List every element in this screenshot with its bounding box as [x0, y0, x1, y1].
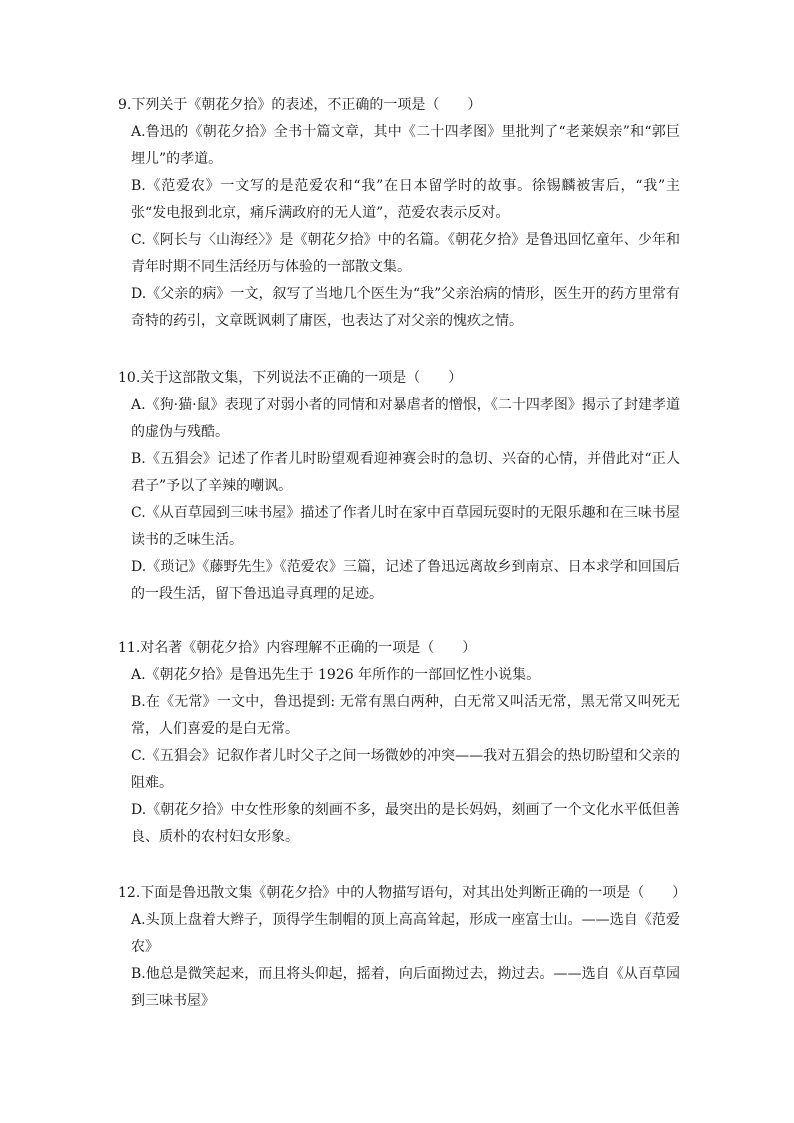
question-stem: 12.下面是鲁迅散文集《朝花夕拾》中的人物描写语句，对其出处判断正确的一项是（ ）	[118, 885, 687, 901]
question-stem: 10.关于这部散文集，下列说法不正确的一项是（ ）	[118, 370, 463, 386]
question-stem: 11.对名著《朝花夕拾》内容理解不正确的一项是（ ）	[118, 640, 477, 656]
option-b: B.《范爱农》一文写的是范爱农和“我”在日本留学时的故事。徐锡麟被害后，“我”主张“发电报到北京，痛斥满政府的无人道”，范爱农表示反对。	[131, 178, 680, 221]
option-b: B.在《无常》一文中，鲁迅提到: 无常有黑白两种，白无常又叫活无常，黑无常又叫死无常，人们喜爱的是白无常。	[131, 694, 680, 737]
option-c: C.《从百草园到三味书屋》描述了作者儿时在家中百草园玩耍时的无限乐趣和在三味书屋读书的乏味生活。	[131, 505, 680, 548]
option-a: A.鲁迅的《朝花夕拾》全书十篇文章，其中《二十四孝图》里批判了“老莱娱亲”和“郭巨埋儿”的孝道。	[131, 124, 680, 167]
option-d: D.《父亲的病》一文，叙写了当地几个医生为“我”父亲治病的情形，医生开的药方里常有奇特的药引，文章既讽刺了庸医，也表达了对父亲的愧疚之情。	[131, 286, 680, 329]
option-a: A.《朝花夕拾》是鲁迅先生于 1926 年所作的一部回忆性小说集。	[131, 667, 541, 683]
option-d: D.《朝花夕拾》中女性形象的刻画不多，最突出的是长妈妈，刻画了一个文化水平低但善良、质朴的农村妇女形象。	[131, 802, 680, 845]
question-stem: 9.下列关于《朝花夕拾》的表述，不正确的一项是（ ）	[118, 97, 482, 113]
option-a: A.《狗·猫·鼠》表现了对弱小者的同情和对暴虐者的憎恨，《二十四孝图》揭示了封建孝道的虚伪与残酷。	[131, 397, 680, 440]
question-9	[118, 92, 680, 335]
question-12	[118, 880, 687, 1015]
option-c: C.《五猖会》记叙作者儿时父子之间一场微妙的冲突——我对五猖会的热切盼望和父亲的阻难。	[131, 748, 680, 791]
option-b: B.他总是微笑起来，而且将头仰起，摇着，向后面拗过去，拗过去。——选自《从百草园到三味书屋》	[131, 966, 680, 1009]
question-11	[118, 635, 680, 851]
option-b: B.《五猖会》记述了作者儿时盼望观看迎神赛会时的急切、兴奋的心情，并借此对“正人君子”予以了辛辣的嘲讽。	[131, 451, 680, 494]
question-10	[118, 365, 680, 608]
option-c: C.《阿长与〈山海经〉》是《朝花夕拾》中的名篇。《朝花夕拾》是鲁迅回忆童年、少年和青年时期不同生活经历与体验的一部散文集。	[131, 232, 680, 275]
option-a: A.头顶上盘着大辫子，顶得学生制帽的顶上高高耸起，形成一座富士山。——选自《范爱农》	[131, 912, 680, 955]
option-d: D.《琐记》《藤野先生》《范爱农》三篇，记述了鲁迅远离故乡到南京、日本求学和回国后的一段生活，留下鲁迅追寻真理的足迹。	[131, 559, 680, 602]
